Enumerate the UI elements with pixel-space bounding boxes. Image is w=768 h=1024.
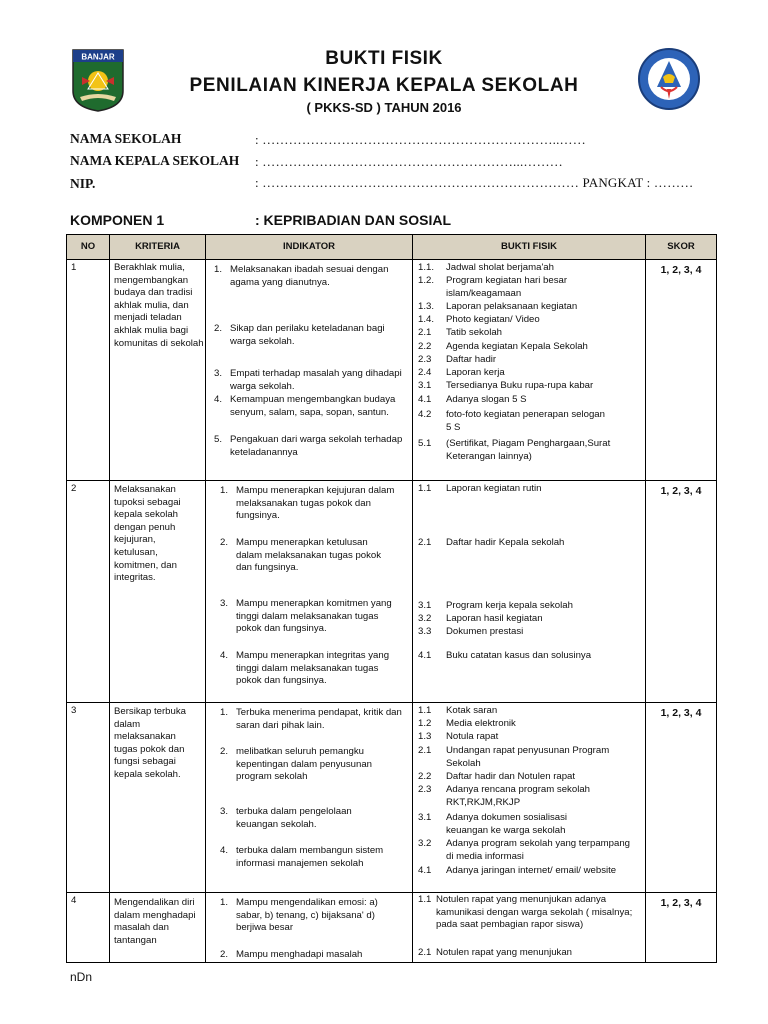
row-number: 1 — [71, 262, 77, 273]
header-skor: SKOR — [667, 241, 695, 252]
grid-line — [412, 234, 413, 963]
nama-sekolah-label: NAMA SEKOLAH — [70, 131, 182, 146]
skor-value: 1, 2, 3, 4 — [660, 897, 702, 909]
document-year: ( PKKS-SD ) TAHUN 2016 — [306, 100, 462, 115]
grid-line — [66, 234, 67, 963]
kriteria-text: Mengendalikan diri dalam menghadapi masalah dan tantangan — [114, 897, 196, 946]
header-indikator: INDIKATOR — [283, 241, 335, 252]
banjar-logo-text: BANJAR — [81, 52, 115, 62]
row-number: 2 — [71, 483, 77, 494]
komponen-title: : KEPRIBADIAN DAN SOSIAL — [255, 212, 452, 228]
grid-line — [66, 702, 717, 703]
grid-line — [205, 234, 206, 963]
row-number: 4 — [71, 895, 77, 906]
row-number: 3 — [71, 705, 77, 716]
header-bukti-fisik: BUKTI FISIK — [501, 241, 557, 252]
skor-value: 1, 2, 3, 4 — [660, 707, 702, 719]
grid-line — [66, 892, 717, 893]
nama-kepala-label: NAMA KEPALA SEKOLAH — [70, 153, 240, 168]
grid-line — [66, 259, 717, 260]
kriteria-text: Berakhlak mulia, mengembangkan budaya dan tradisi akhlak mulia, dan menjadi teladan akhlak mulia bagi komunitas di sekolah — [114, 262, 204, 349]
grid-line — [109, 234, 110, 963]
grid-line — [66, 234, 717, 235]
nama-kepala-field: : …………………………………………………...……… — [255, 154, 564, 169]
nama-sekolah-field: : …………………………………………………………..…… — [255, 132, 586, 147]
document-subtitle: PENILAIAN KINERJA KEPALA SEKOLAH — [189, 75, 579, 96]
nip-label: NIP. — [70, 176, 96, 191]
komponen-label: KOMPONEN 1 — [70, 212, 165, 228]
kriteria-text: Bersikap terbuka dalam melaksanakan tugas pokok dan fungsi sebagai kepala sekolah. — [114, 706, 186, 780]
document-title: BUKTI FISIK — [325, 48, 443, 69]
skor-value: 1, 2, 3, 4 — [660, 485, 702, 497]
grid-line — [66, 480, 717, 481]
grid-line — [645, 234, 646, 963]
nip-pangkat-field: : ……………………………………………………………… PANGKAT : ……… — [255, 175, 694, 190]
skor-value: 1, 2, 3, 4 — [660, 264, 702, 276]
header-kriteria: KRITERIA — [135, 241, 180, 252]
grid-line — [716, 234, 717, 963]
grid-line — [66, 962, 717, 963]
footer-text: nDn — [70, 970, 93, 984]
kriteria-text: Melaksanakan tupoksi sebagai kepala sekolah dengan penuh kejujuran, ketulusan, komitmen, dan integritas. — [114, 484, 181, 584]
header-no: NO — [80, 241, 96, 252]
